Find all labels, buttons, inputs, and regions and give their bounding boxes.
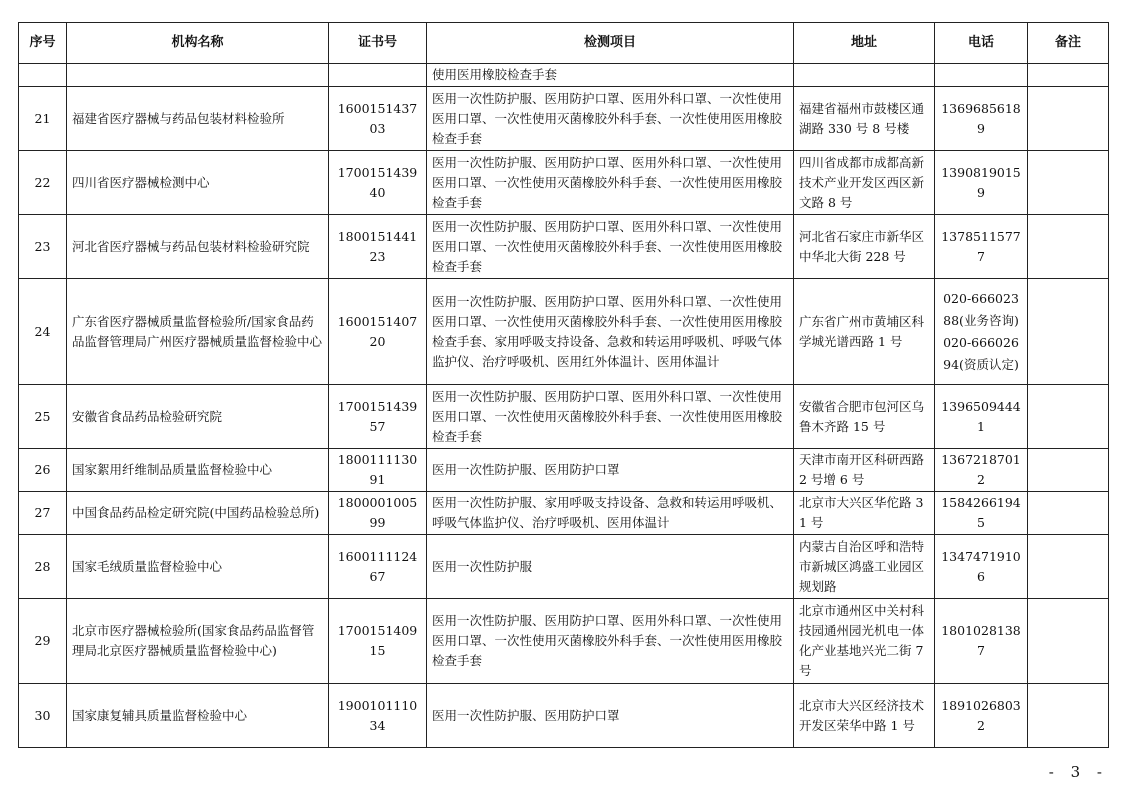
row-index: 23 [19, 215, 67, 279]
institution-name: 四川省医疗器械检测中心 [67, 151, 329, 215]
address: 内蒙古自治区呼和浩特市新城区鸿盛工业园区规划路 [794, 535, 935, 599]
remarks [1028, 449, 1109, 492]
test-items: 医用一次性防护服 [427, 535, 794, 599]
phone: 15842661945 [935, 492, 1028, 535]
table-row [19, 449, 1109, 492]
test-items: 医用一次性防护服、医用防护口罩、医用外科口罩、一次性使用医用口罩、一次性使用灭菌橡胶外科手套、一次性使用医用橡胶检查手套、家用呼吸支持设备、急救和转运用呼吸机、呼吸气体监护仪、治疗呼吸机、医用红外体温计、医用体温计 [427, 279, 794, 385]
address: 福建省福州市鼓楼区通湖路 330 号 8 号楼 [794, 87, 935, 151]
row-index: 25 [19, 385, 67, 449]
phone: 13965094441 [935, 385, 1028, 449]
page-number: - 3 - [1048, 763, 1108, 781]
remarks [1028, 684, 1109, 748]
institution-name: 中国食品药品检定研究院(中国药品检验总所) [67, 492, 329, 535]
certificate-number: 160015140720 [329, 279, 427, 385]
certificate-number: 180000100599 [329, 492, 427, 535]
row-index: 24 [19, 279, 67, 385]
row-index: 22 [19, 151, 67, 215]
table-row [19, 385, 1109, 449]
address: 四川省成都市成都高新技术产业开发区西区新文路 8 号 [794, 151, 935, 215]
certificate-number: 170015143957 [329, 385, 427, 449]
address: 北京市大兴区华佗路 31 号 [794, 492, 935, 535]
test-items: 医用一次性防护服、家用呼吸支持设备、急救和转运用呼吸机、呼吸气体监护仪、治疗呼吸机、医用体温计 [427, 492, 794, 535]
continuation-row [19, 64, 1109, 87]
institution-name: 国家毛绒质量监督检验中心 [67, 535, 329, 599]
certificate-number: 170015140915 [329, 599, 427, 684]
table-row [19, 87, 1109, 151]
certificate-number: 180015144123 [329, 215, 427, 279]
header-remarks: 备注 [1028, 23, 1109, 64]
table-row [19, 684, 1109, 748]
address: 安徽省合肥市包河区乌鲁木齐路 15 号 [794, 385, 935, 449]
row-index: 30 [19, 684, 67, 748]
test-items: 医用一次性防护服、医用防护口罩 [427, 684, 794, 748]
row-index: 27 [19, 492, 67, 535]
header-address: 地址 [794, 23, 935, 64]
table-row [19, 492, 1109, 535]
phone: 13696856189 [935, 87, 1028, 151]
table-row [19, 151, 1109, 215]
certificate-number: 170015143940 [329, 151, 427, 215]
continuation-items: 使用医用橡胶检查手套 [427, 64, 794, 87]
phone: 13672187012 [935, 449, 1028, 492]
address: 北京市通州区中关村科技园通州园光机电一体化产业基地兴光二街 7 号 [794, 599, 935, 684]
phone: 020-66602388(业务咨询)020-66602694(资质认定) [935, 279, 1028, 385]
phone: 18910268032 [935, 684, 1028, 748]
header-institution-name: 机构名称 [67, 23, 329, 64]
institution-name: 河北省医疗器械与药品包装材料检验研究院 [67, 215, 329, 279]
phone: 13474719106 [935, 535, 1028, 599]
header-index: 序号 [19, 23, 67, 64]
address: 天津市南开区科研西路 2 号增 6 号 [794, 449, 935, 492]
table-header-row [19, 23, 1109, 64]
table-row [19, 599, 1109, 684]
row-index: 26 [19, 449, 67, 492]
phone: 18010281387 [935, 599, 1028, 684]
institution-name: 北京市医疗器械检验所(国家食品药品监督管理局北京医疗器械质量监督检验中心) [67, 599, 329, 684]
test-items: 医用一次性防护服、医用防护口罩、医用外科口罩、一次性使用医用口罩、一次性使用灭菌橡胶外科手套、一次性使用医用橡胶检查手套 [427, 151, 794, 215]
header-certificate-number: 证书号 [329, 23, 427, 64]
remarks [1028, 215, 1109, 279]
institution-name: 安徽省食品药品检验研究院 [67, 385, 329, 449]
certificate-number: 180011113091 [329, 449, 427, 492]
institution-name: 国家絮用纤维制品质量监督检验中心 [67, 449, 329, 492]
institution-name: 福建省医疗器械与药品包装材料检验所 [67, 87, 329, 151]
header-test-items: 检测项目 [427, 23, 794, 64]
test-items: 医用一次性防护服、医用防护口罩、医用外科口罩、一次性使用医用口罩、一次性使用灭菌橡胶外科手套、一次性使用医用橡胶检查手套 [427, 87, 794, 151]
remarks [1028, 279, 1109, 385]
header-phone: 电话 [935, 23, 1028, 64]
phone: 13785115777 [935, 215, 1028, 279]
row-index: 29 [19, 599, 67, 684]
remarks [1028, 151, 1109, 215]
remarks [1028, 385, 1109, 449]
address: 北京市大兴区经济技术开发区荣华中路 1 号 [794, 684, 935, 748]
row-index: 21 [19, 87, 67, 151]
institution-table [18, 22, 1109, 748]
table-row [19, 535, 1109, 599]
row-index: 28 [19, 535, 67, 599]
remarks [1028, 492, 1109, 535]
remarks [1028, 535, 1109, 599]
certificate-number: 160015143703 [329, 87, 427, 151]
remarks [1028, 599, 1109, 684]
table-row [19, 215, 1109, 279]
certificate-number: 160011112467 [329, 535, 427, 599]
institution-name: 广东省医疗器械质量监督检验所/国家食品药品监督管理局广州医疗器械质量监督检验中心 [67, 279, 329, 385]
certificate-number: 190010111034 [329, 684, 427, 748]
address: 河北省石家庄市新华区中华北大街 228 号 [794, 215, 935, 279]
test-items: 医用一次性防护服、医用防护口罩、医用外科口罩、一次性使用医用口罩、一次性使用灭菌橡胶外科手套、一次性使用医用橡胶检查手套 [427, 385, 794, 449]
test-items: 医用一次性防护服、医用防护口罩、医用外科口罩、一次性使用医用口罩、一次性使用灭菌橡胶外科手套、一次性使用医用橡胶检查手套 [427, 599, 794, 684]
test-items: 医用一次性防护服、医用防护口罩、医用外科口罩、一次性使用医用口罩、一次性使用灭菌橡胶外科手套、一次性使用医用橡胶检查手套 [427, 215, 794, 279]
phone: 13908190159 [935, 151, 1028, 215]
institution-name: 国家康复辅具质量监督检验中心 [67, 684, 329, 748]
address: 广东省广州市黄埔区科学城光谱西路 1 号 [794, 279, 935, 385]
table-row [19, 279, 1109, 385]
test-items: 医用一次性防护服、医用防护口罩 [427, 449, 794, 492]
remarks [1028, 87, 1109, 151]
